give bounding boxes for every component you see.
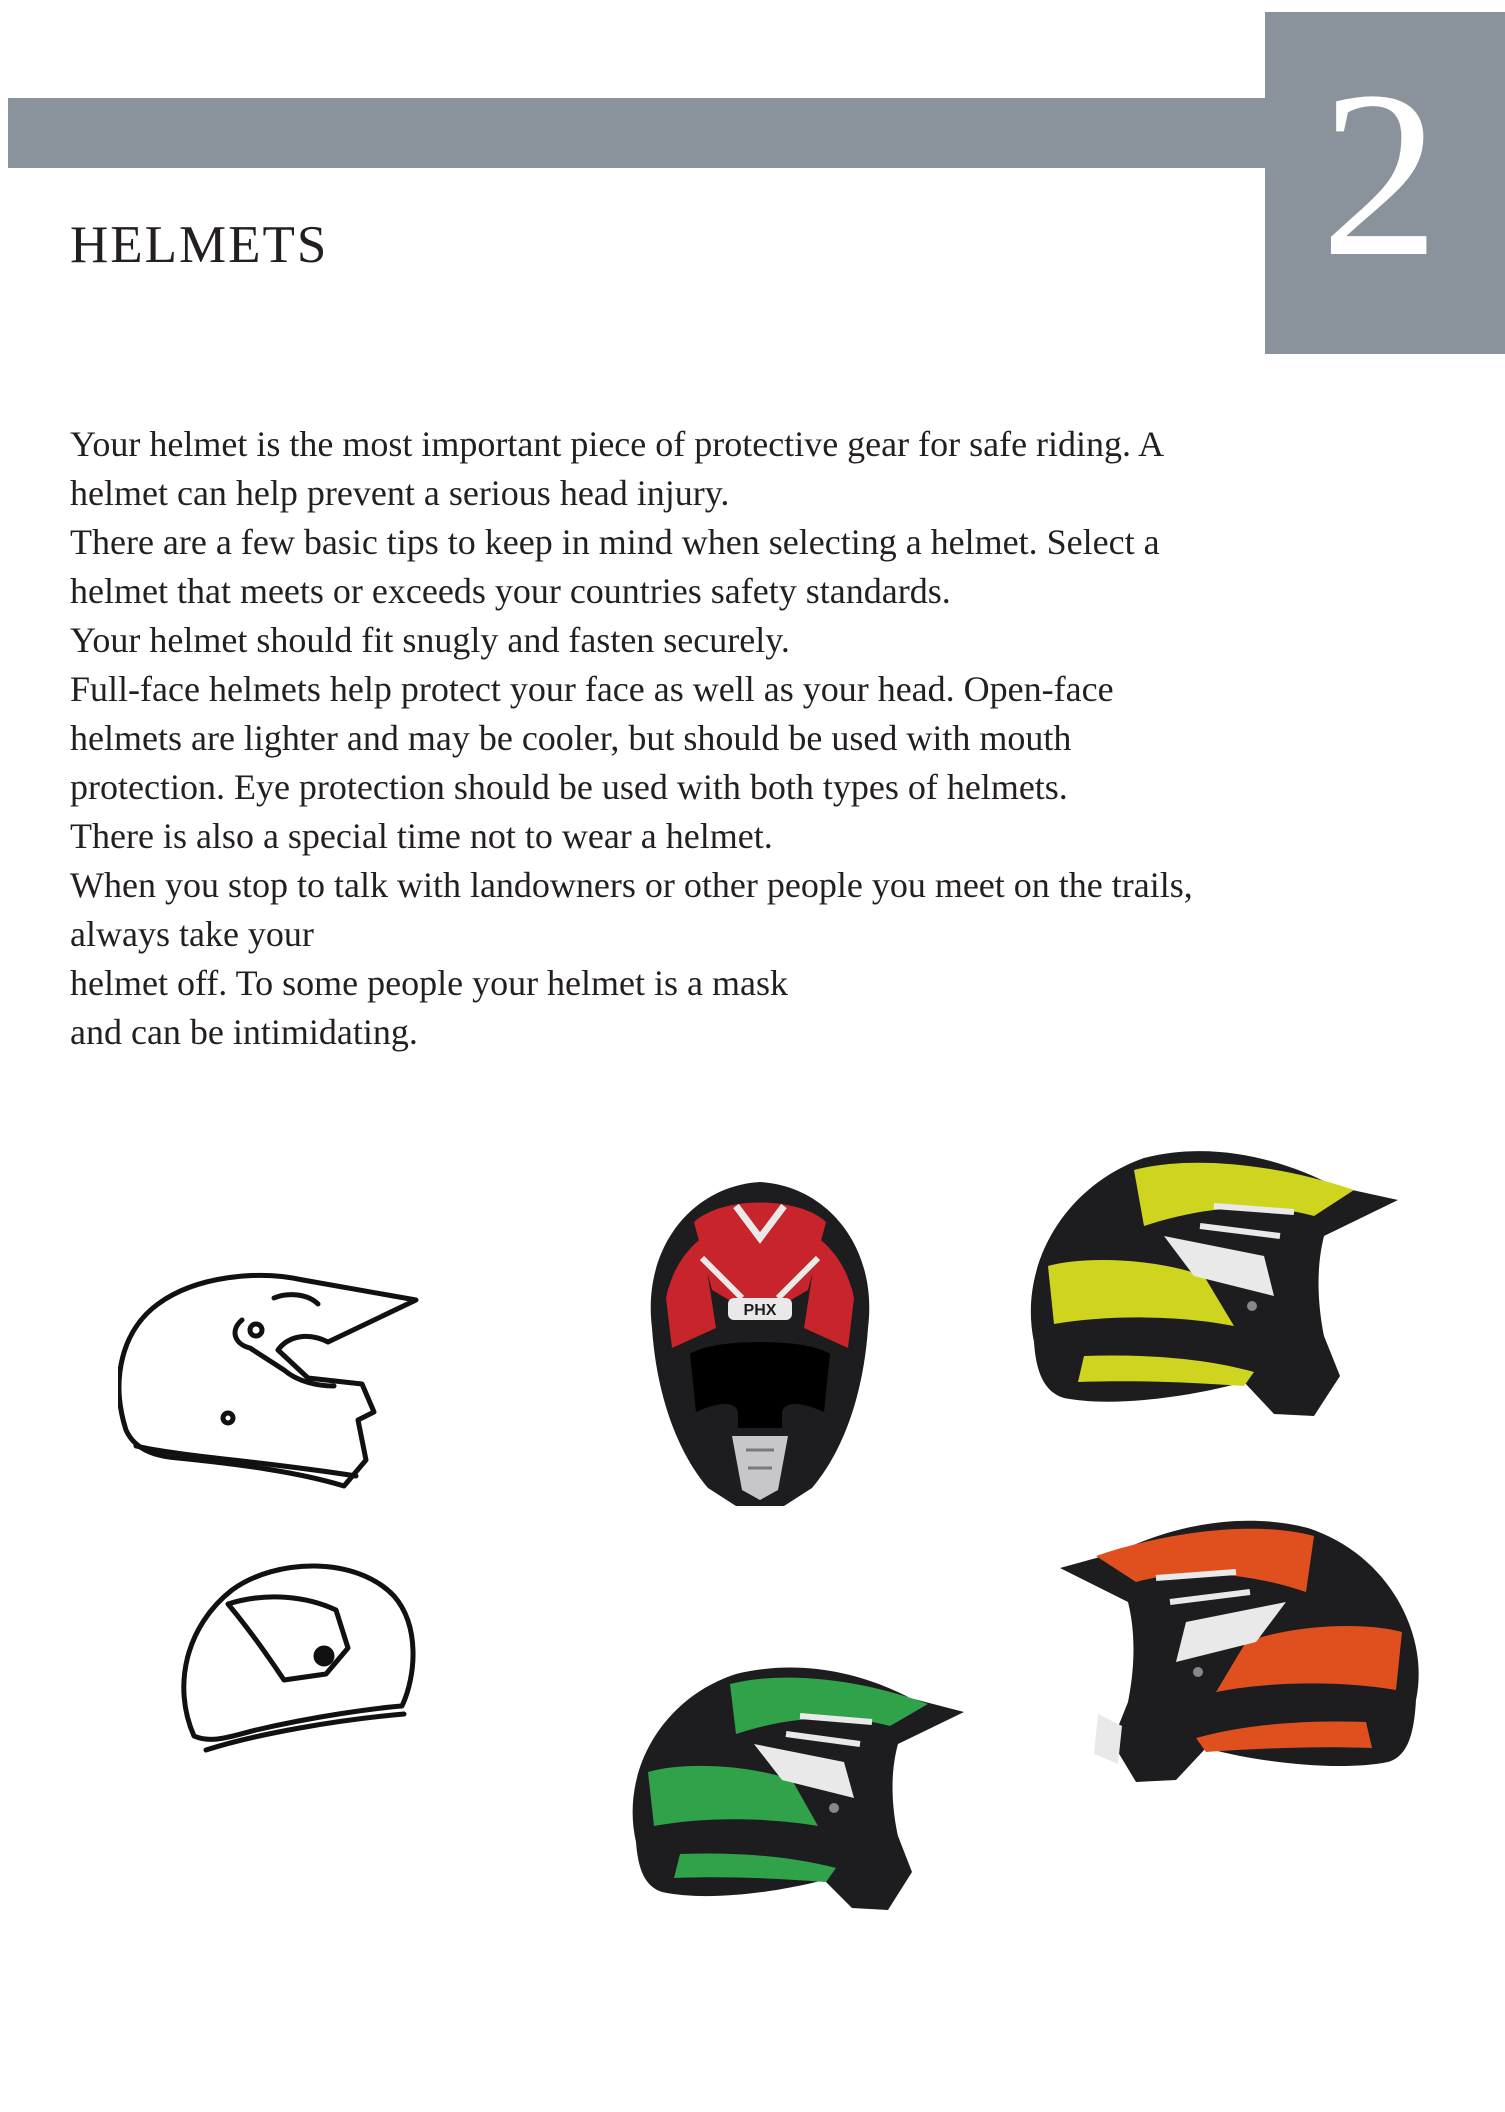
yellow-helmet-side-icon: [1024, 1146, 1400, 1434]
green-helmet-side-icon: [626, 1662, 966, 1924]
body-line: always take your: [70, 914, 314, 954]
page-title: HELMETS: [70, 216, 329, 274]
full-face-helmet-outline-icon: [176, 1556, 421, 1756]
body-line: There are a few basic tips to keep in mind when selecting a helmet. Select a: [70, 522, 1160, 562]
helmet-badge-text: PHX: [743, 1302, 777, 1319]
orange-helmet-side-icon: [1058, 1514, 1426, 1796]
body-line: Full-face helmets help protect your face as well as your head. Open-face: [70, 669, 1114, 709]
body-line: helmets are lighter and may be cooler, but should be used with mouth: [70, 718, 1072, 758]
body-line: Your helmet should fit snugly and fasten securely.: [70, 620, 790, 660]
motocross-helmet-outline-icon: [118, 1270, 420, 1490]
body-line: helmet off. To some people your helmet is a mask: [70, 963, 788, 1003]
body-line: When you stop to talk with landowners or other people you meet on the trails,: [70, 865, 1193, 905]
header-bar: [8, 98, 1270, 168]
body-line: protection. Eye protection should be used with both types of helmets.: [70, 767, 1068, 807]
body-line: and can be intimidating.: [70, 1012, 418, 1052]
body-line: helmet can help prevent a serious head injury.: [70, 473, 730, 513]
body-line: helmet that meets or exceeds your countries safety standards.: [70, 571, 951, 611]
chapter-number: 2: [1320, 43, 1440, 306]
body-line: Your helmet is the most important piece of protective gear for safe riding. A: [70, 424, 1165, 464]
body-text: [70, 420, 1370, 1057]
red-helmet-front-icon: [632, 1178, 887, 1511]
body-line: There is also a special time not to wear a helmet.: [70, 816, 773, 856]
chapter-number-box: [1265, 12, 1505, 354]
